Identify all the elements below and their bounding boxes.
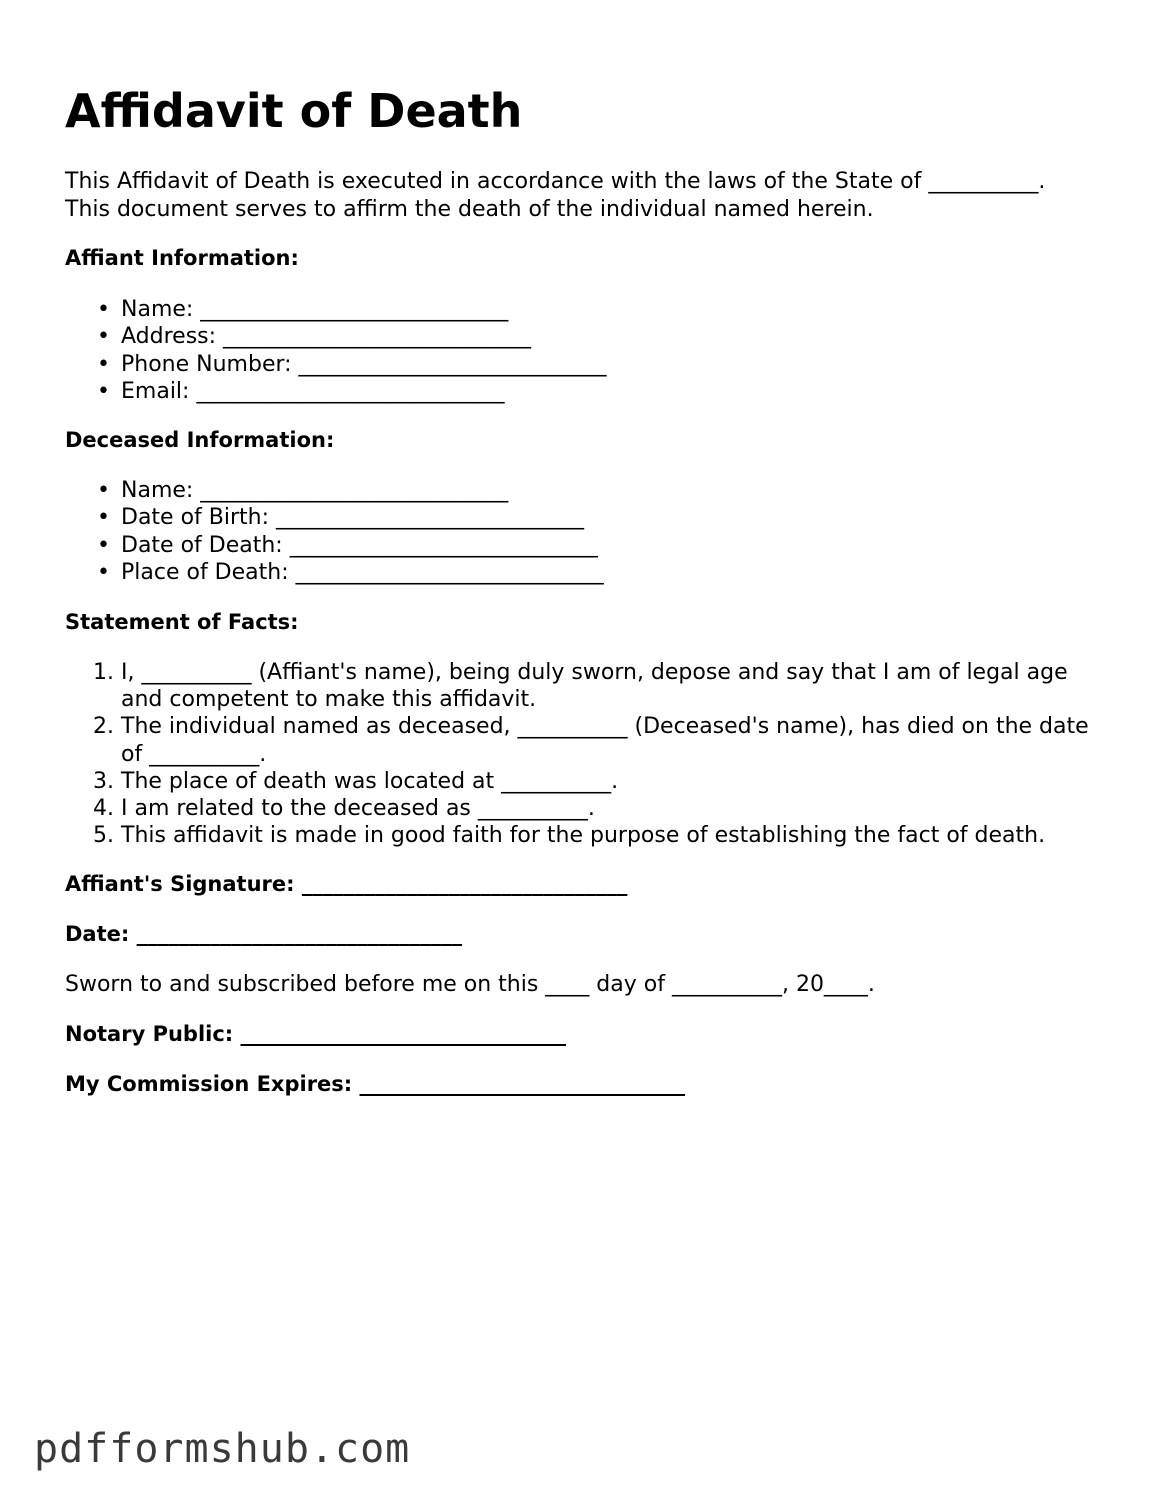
document-title: Affidavit of Death xyxy=(65,84,523,138)
deceased-place-field: • Place of Death: ____________________________ xyxy=(121,559,604,586)
commission-expires-line: My Commission Expires: _______________________________ xyxy=(65,1072,686,1096)
affiant-signature-line: Affiant's Signature: _______________________________ xyxy=(65,872,628,896)
sworn-statement: Sworn to and subscribed before me on this ____ day of __________, 20____. xyxy=(65,972,875,997)
fact-item xyxy=(93,713,1115,767)
fact-item xyxy=(93,768,1115,795)
facts-heading: Statement of Facts: xyxy=(65,610,299,634)
fact-number: 3. xyxy=(93,768,114,794)
notary-public-line: Notary Public: _______________________________ xyxy=(65,1022,566,1046)
intro-line-1: This Affidavit of Death is executed in accordance with the laws of the State of __________. xyxy=(65,169,1046,194)
deceased-name-field: • Name: ____________________________ xyxy=(121,477,604,504)
affiant-address-field: • Address: ____________________________ xyxy=(121,323,607,350)
fact-number: 5. xyxy=(93,823,114,849)
intro-paragraph xyxy=(65,168,1115,223)
deceased-heading: Deceased Information: xyxy=(65,428,335,452)
deceased-dod-field: • Date of Death: ____________________________ xyxy=(121,532,604,559)
fact-number: 2. xyxy=(93,714,114,740)
facts-list xyxy=(65,659,1115,849)
deceased-dob-field: • Date of Birth: ____________________________ xyxy=(121,504,604,531)
fact-number: 1. xyxy=(93,660,114,685)
affiant-email-field: • Email: ____________________________ xyxy=(121,378,607,405)
affiant-name-field: • Name: ____________________________ xyxy=(121,296,607,323)
fact-text: This affidavit is made in good faith for the purpose of establishing the fact of death. xyxy=(121,823,1046,849)
fact-item xyxy=(93,795,1115,822)
date-line: Date: _______________________________ xyxy=(65,922,463,946)
fact-text: I, __________ (Affiant's name), being duly sworn, depose and say that I am of legal age and competent to make this affidavit. xyxy=(121,660,1068,713)
watermark-text: pdfformshub.com xyxy=(34,1426,411,1472)
deceased-fields-list xyxy=(65,477,604,586)
fact-item xyxy=(93,659,1115,713)
fact-text: The place of death was located at __________. xyxy=(121,768,619,794)
fact-item xyxy=(93,822,1115,849)
fact-number: 4. xyxy=(93,796,114,822)
affiant-phone-field: • Phone Number: ____________________________ xyxy=(121,351,607,378)
fact-text: I am related to the deceased as __________. xyxy=(121,796,595,822)
fact-text: The individual named as deceased, __________ (Deceased's name), has died on the date of __________. xyxy=(121,714,1089,767)
affiant-fields-list xyxy=(65,296,607,405)
affiant-heading: Affiant Information: xyxy=(65,246,299,270)
intro-line-2: This document serves to affirm the death of the individual named herein. xyxy=(65,196,874,222)
